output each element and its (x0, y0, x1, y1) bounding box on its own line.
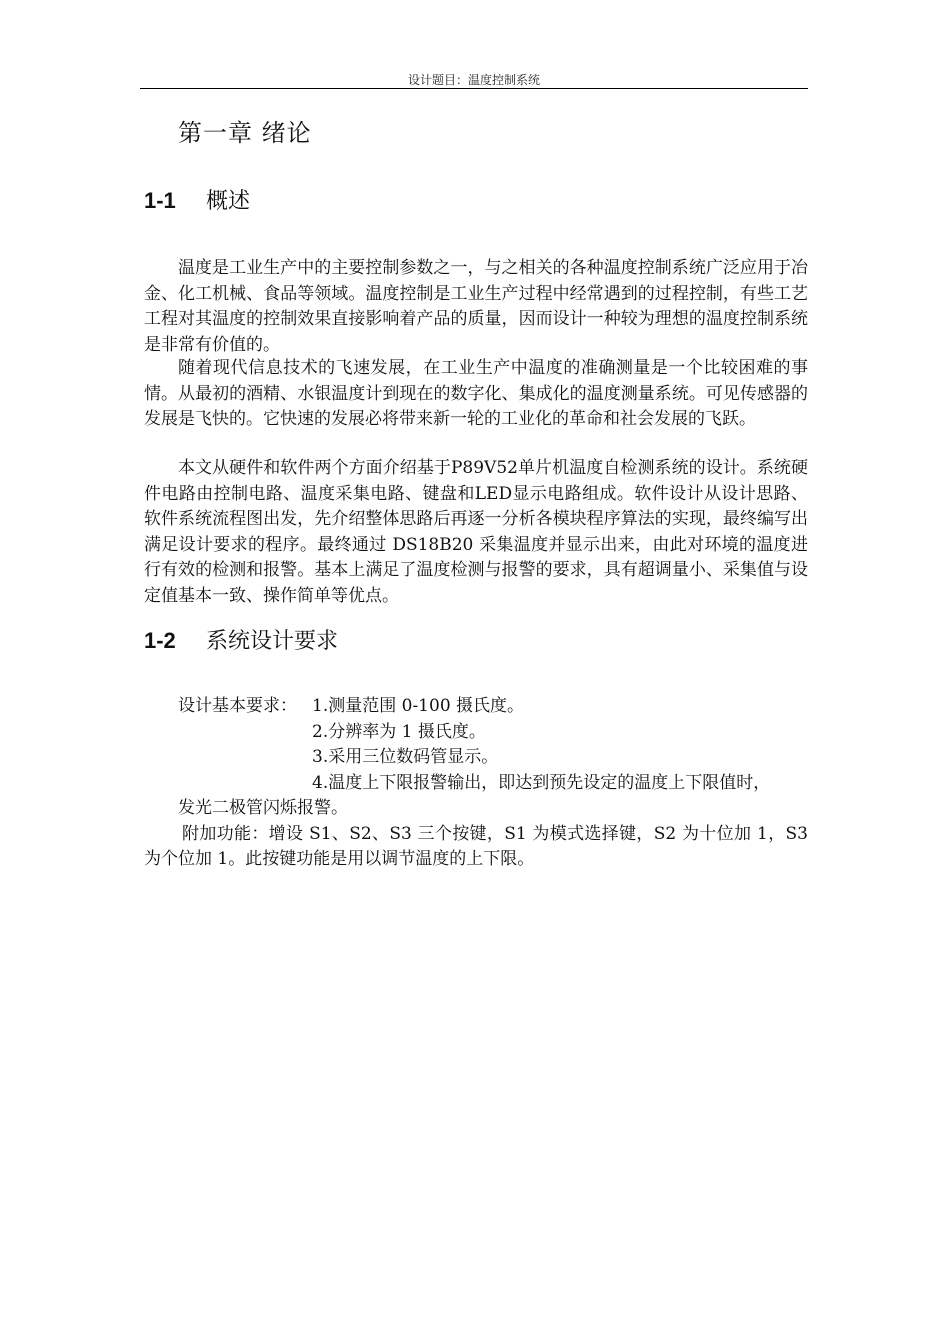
overview-paragraph-1 (144, 256, 808, 358)
requirement-line (144, 720, 808, 746)
chapter-title: 第一章 绪论 (178, 119, 312, 147)
section-number: 1-1 (144, 188, 176, 213)
paragraph-text: 随着现代信息技术的飞速发展，在工业生产中温度的准确测量是一个比较困难的事情。从最初的酒精、水银温度计到现在的数字化、集成化的温度测量系统。可见传感器的发展是飞快的。它快速的发展必将带来新一轮的工业化的革命和社会发展的飞跃。 (144, 358, 808, 429)
requirement-item: 2.分辨率为 1 摄氏度。 (312, 721, 486, 742)
header-rule (140, 88, 808, 89)
running-header: 设计题目：温度控制系统 (407, 73, 540, 87)
overview-paragraph-2 (144, 356, 808, 433)
requirement-item: 3.采用三位数码管显示。 (312, 747, 499, 767)
overview-paragraph-3 (144, 456, 808, 609)
section-title: 概述 (206, 189, 251, 214)
design-requirements (144, 694, 808, 873)
requirement-line (144, 694, 808, 720)
extra-function-text: 附加功能：增设 S1、S2、S3 三个按键，S1 为模式选择键，S2 为十位加 1，S3 为个位加 1。此按键功能是用以调节温度的上下限。 (144, 823, 808, 869)
requirements-label: 设计基本要求： (178, 696, 297, 716)
section-heading-1-2 (144, 626, 338, 657)
section-number: 1-2 (144, 628, 176, 653)
section-heading-1-1 (144, 186, 250, 217)
requirement-item: 4.温度上下限报警输出，即达到预先设定的温度上下限值时， (312, 772, 771, 793)
requirement-line (144, 745, 808, 771)
requirement-continuation: 发光二极管闪烁报警。 (178, 798, 348, 818)
paragraph-text: 温度是工业生产中的主要控制参数之一，与之相关的各种温度控制系统广泛应用于冶金、化工机械、食品等领域。温度控制是工业生产过程中经常遇到的过程控制，有些工艺工程对其温度的控制效果直接影响着产品的质量，因而设计一种较为理想的温度控制系统是非常有价值的。 (144, 258, 808, 355)
paragraph-text: 本文从硬件和软件两个方面介绍基于P89V52单片机温度自检测系统的设计。系统硬件电路由控制电路、温度采集电路、键盘和LED显示电路组成。软件设计从设计思路、软件系统流程图出发，先介绍整体思路后再逐一分析各模块程序算法的实现，最终编写出满足设计要求的程序。最终通过 DS18B20 采集温度并显示出来，由此对环境的温度进行有效的检测和报警。基本上满足了温度检测与报警的要求，具有超调量小、采集值与设定值基本一致、操作简单等优点。 (144, 458, 808, 606)
requirement-line (144, 771, 808, 797)
requirement-item: 1.测量范围 0-100 摄氏度。 (312, 696, 525, 716)
section-title: 系统设计要求 (206, 629, 339, 654)
